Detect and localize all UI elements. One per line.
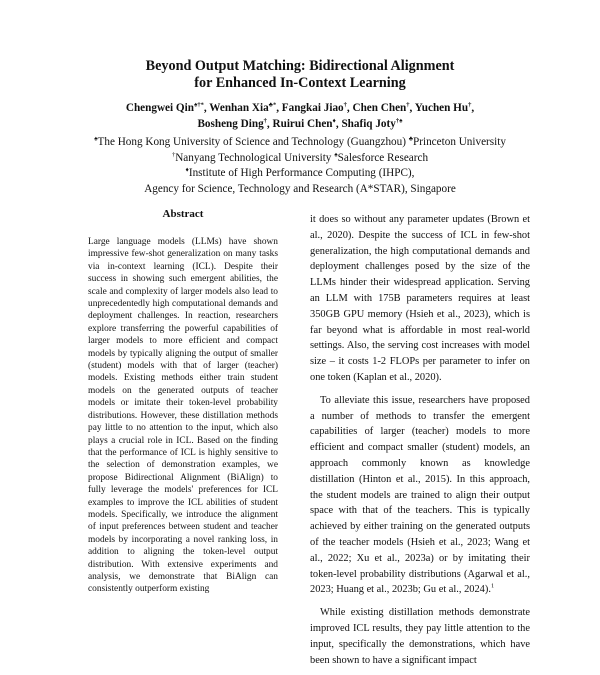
title-line-1: Beyond Output Matching: Bidirectional Alignment [145, 58, 455, 74]
abstract-heading: Abstract [162, 208, 204, 220]
affiliation-mark: ♣ [408, 135, 414, 143]
author-mark: ♠†* [193, 101, 204, 109]
author-mark: †♠ [395, 117, 403, 125]
author-name: Chen Chen [352, 102, 407, 114]
author-mark: † [406, 101, 410, 109]
author-name: Bosheng Ding [197, 118, 264, 130]
intro-paragraph-1: it does so without any parameter updates (Brown et al., 2020). Despite the success of ICL in few-shot generalization, the high computational demands and deployment challenges posed by the size of the LLMs hinder their widespread application. Serving an LLM with 175B parameters requires at least 350GB GPU memory (Hsieh et al., 2023), which is far beyond what is affordable in most real-world settings. Also, the serving cost increases with model size – it costs 1-2 FLOPs per parameter to infer on one token (Kaplan et al., 2020). [310, 214, 530, 383]
affiliations [40, 135, 560, 197]
author-list [60, 100, 540, 132]
intro-paragraph-2-text: To alleviate this issue, researchers have proposed a number of methods to transfer the emergent capabilities of larger (teacher) models to more efficient and compact smaller (student) models, an approach commonly known as knowledge distillation (Hinton et al., 2015). In this approach, the student models are trained to align their output space with that of the teachers. This is typically achieved by either training on the generated outputs of the teacher models (Hsieh et al., 2023; Wang et al., 2022; Xu et al., 2023a) or by imitating their token-level probability distributions (Agarwal et al., 2023; Huang et al., 2023b; Gu et al., 2024). [310, 394, 530, 596]
author-mark: † [343, 101, 347, 109]
affiliation-line-2 [40, 151, 560, 167]
affiliation-line-3 [40, 166, 560, 182]
intro-paragraph-3: While existing distillation methods demonstrate improved ICL results, they pay little attention to the input, specifically the demonstrations, which have been shown to have a significant impact [310, 607, 530, 666]
author-name: Yuchen Hu [414, 102, 469, 114]
author-name: Wenhan Xia [209, 102, 269, 114]
author-name: Ruirui Chen [272, 118, 333, 130]
author-mark: † [468, 101, 472, 109]
left-column [88, 208, 278, 596]
affiliation-ntu: Nanyang Technological University [175, 151, 332, 164]
affiliation-salesforce: Salesforce Research [337, 151, 429, 164]
abstract-text: Large language models (LLMs) have shown impressive few-shot generalization on many tasks via in-context learning (ICL). Despite their success in showing such emergent abilities, the scale and complexity of larger models also lead to unprecedentedly high computational demands and deployment challenges. In reaction, researchers explore transferring the powerful capabilities of larger models to more efficient and compact models by typically aligning the output of smaller (student) models with that of larger (teacher) models. Existing methods either train student models on the generated outputs of teacher models or imitate their token-level probability distributions. However, these distillation methods pay little to no attention to the input, which also plays a crucial role in ICL. Based on the finding that the performance of ICL is highly sensitive to the selection of demonstration examples, we propose Bidirectional Alignment (BiAlign) to fully leverage the models' preferences for ICL examples to improve the ICL abilities of student models. Specifically, we introduce the alignment of input preferences between student and teacher models by incorporating a novel ranking loss, in addition to aligning the token-level output distribution. With extensive experiments and analysis, we demonstrate that BiAlign can consistently outperform existing [88, 237, 278, 595]
affiliation-hkust: The Hong Kong University of Science and Technology (Guangzhou) [97, 136, 406, 148]
author-line-2: Bosheng Ding†, Ruirui Chen♦, Shafiq Joty†♠ [197, 117, 403, 130]
author-line-1: Chengwei Qin♠†*, Wenhan Xia♣*, Fangkai Jiao†, Chen Chen†, Yuchen Hu†, [125, 101, 475, 114]
author-mark: † [263, 117, 267, 125]
affiliation-line-4: Agency for Science, Technology and Research (A*STAR), Singapore [144, 182, 456, 195]
title-line-2: for Enhanced In-Context Learning [194, 75, 406, 91]
author-name: Fangkai Jiao [281, 102, 344, 114]
intro-paragraph-2 [310, 393, 530, 598]
author-mark: ♣* [268, 101, 277, 109]
affiliation-mark: † [171, 150, 176, 158]
paper-title [60, 58, 540, 92]
abstract-body [88, 236, 278, 596]
affiliation-ihpc: Institute of High Performance Computing (IHPC), [188, 167, 415, 179]
affiliation-mark: ♦ [185, 166, 189, 174]
author-name: Shafiq Joty [341, 118, 396, 130]
footnote-mark: 1 [490, 582, 495, 590]
author-name: Chengwei Qin [125, 102, 194, 114]
right-column [310, 212, 530, 675]
affiliation-mark: ♠ [334, 150, 338, 158]
affiliation-princeton: Princeton University [413, 136, 506, 148]
affiliation-mark: ♠ [94, 135, 98, 143]
author-mark: ♦ [332, 117, 336, 125]
affiliation-line-1 [40, 135, 560, 151]
